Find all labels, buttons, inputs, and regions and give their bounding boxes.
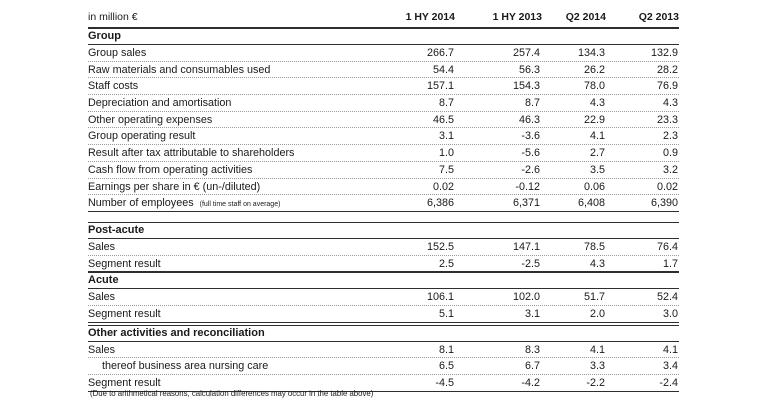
section-title-post-acute: Post-acute bbox=[88, 222, 679, 239]
cell-value: -2.2 bbox=[586, 377, 605, 389]
table-row bbox=[88, 62, 679, 79]
cell-value: 3.2 bbox=[662, 163, 678, 176]
cell-value: 266.7 bbox=[426, 47, 454, 59]
section-group-rows bbox=[88, 45, 679, 212]
section-other-activities-rows bbox=[88, 342, 679, 392]
cell-value: 8.3 bbox=[524, 343, 540, 356]
cell-value: 134.3 bbox=[577, 47, 605, 59]
table-row bbox=[88, 128, 679, 145]
table-row bbox=[88, 45, 679, 62]
cell-value: 6.7 bbox=[524, 360, 540, 373]
table-row bbox=[88, 342, 679, 359]
cell-value: 3.0 bbox=[662, 307, 678, 320]
row-label: Sales bbox=[88, 240, 116, 253]
cell-value: 1.0 bbox=[438, 147, 454, 160]
cell-value: 8.7 bbox=[524, 97, 540, 110]
table-row bbox=[88, 112, 679, 129]
cell-value: 6,371 bbox=[512, 197, 540, 210]
cell-value: 1.7 bbox=[662, 257, 678, 270]
cell-value: 0.02 bbox=[656, 180, 678, 193]
cell-value: 28.2 bbox=[656, 63, 678, 76]
cell-value: 56.3 bbox=[518, 63, 540, 76]
column-header-q2-2013: Q2 2013 bbox=[638, 11, 679, 23]
row-label: Sales bbox=[88, 291, 116, 304]
cell-value: 4.1 bbox=[589, 130, 605, 143]
row-label: Other operating expenses bbox=[88, 113, 213, 126]
column-header-1hy-2014: 1 HY 2014 bbox=[405, 11, 455, 23]
table-row bbox=[88, 306, 679, 323]
cell-value: 22.9 bbox=[583, 113, 605, 126]
section-title-other-activities: Other activities and reconciliation bbox=[88, 325, 679, 342]
row-label: Staff costs bbox=[88, 80, 139, 93]
table-row bbox=[88, 162, 679, 179]
cell-value: 3.1 bbox=[524, 307, 540, 320]
section-title-acute: Acute bbox=[88, 272, 679, 289]
column-header-1hy-2013: 1 HY 2013 bbox=[492, 11, 542, 23]
cell-value: 102.0 bbox=[512, 291, 540, 304]
cell-value: 6.5 bbox=[438, 360, 454, 373]
cell-value: 4.1 bbox=[589, 343, 605, 356]
cell-value: 7.5 bbox=[438, 163, 454, 176]
row-label: Group sales bbox=[88, 47, 147, 59]
row-label: Segment result bbox=[88, 377, 161, 389]
table-header bbox=[88, 10, 679, 28]
row-label: Result after tax attributable to shareholders bbox=[88, 147, 295, 160]
table-row bbox=[88, 256, 679, 273]
unit-label: in million € bbox=[88, 11, 138, 23]
cell-value: 2.5 bbox=[438, 257, 454, 270]
cell-value: 4.1 bbox=[662, 343, 678, 356]
table-row bbox=[88, 78, 679, 95]
cell-value: -2.4 bbox=[659, 377, 678, 389]
cell-value: 6,386 bbox=[426, 197, 454, 210]
cell-value: 0.02 bbox=[432, 180, 454, 193]
cell-value: -5.6 bbox=[521, 147, 540, 160]
cell-value: 2.0 bbox=[589, 307, 605, 320]
cell-value: 4.3 bbox=[589, 257, 605, 270]
cell-value: -4.5 bbox=[435, 377, 454, 389]
table-row bbox=[88, 195, 679, 212]
table-row bbox=[88, 289, 679, 306]
section-gap bbox=[88, 212, 679, 222]
cell-value: 2.7 bbox=[589, 147, 605, 160]
cell-value: 54.4 bbox=[432, 63, 454, 76]
financial-table bbox=[88, 10, 679, 392]
cell-value: 8.7 bbox=[438, 97, 454, 110]
cell-value: 6,390 bbox=[650, 197, 678, 210]
cell-value: 3.5 bbox=[589, 163, 605, 176]
cell-value: 157.1 bbox=[426, 80, 454, 93]
cell-value: 76.4 bbox=[656, 240, 678, 253]
cell-value: 6,408 bbox=[577, 197, 605, 210]
cell-value: 76.9 bbox=[656, 80, 678, 93]
cell-value: -2.5 bbox=[521, 257, 540, 270]
cell-value: 3.4 bbox=[662, 360, 678, 373]
table-row bbox=[88, 239, 679, 256]
cell-value: 8.1 bbox=[438, 343, 454, 356]
cell-value: -0.12 bbox=[515, 180, 540, 193]
row-label: Earnings per share in € (un-/diluted) bbox=[88, 180, 261, 193]
row-label: Segment result bbox=[88, 257, 161, 270]
table-footnote: (Due to arithmetical reasons, calculation differences may occur in the table above) bbox=[90, 389, 374, 398]
cell-value: 154.3 bbox=[512, 80, 540, 93]
cell-value: 3.1 bbox=[438, 130, 454, 143]
section-acute-rows bbox=[88, 289, 679, 322]
table-row bbox=[88, 358, 679, 375]
cell-value: 106.1 bbox=[426, 291, 454, 304]
cell-value: 4.3 bbox=[662, 97, 678, 110]
row-label: Sales bbox=[88, 343, 116, 356]
cell-value: 51.7 bbox=[583, 291, 605, 304]
row-label: Segment result bbox=[88, 307, 161, 320]
cell-value: 5.1 bbox=[438, 307, 454, 320]
cell-value: 4.3 bbox=[589, 97, 605, 110]
table-row bbox=[88, 95, 679, 112]
cell-value: 2.3 bbox=[662, 130, 678, 143]
table-row bbox=[88, 179, 679, 196]
cell-value: 26.2 bbox=[583, 63, 605, 76]
cell-value: 23.3 bbox=[656, 113, 678, 126]
row-label: Cash flow from operating activities bbox=[88, 163, 253, 176]
cell-value: 46.3 bbox=[518, 113, 540, 126]
column-header-q2-2014: Q2 2014 bbox=[565, 11, 606, 23]
cell-value: 78.5 bbox=[583, 240, 605, 253]
row-note: (full time staff on average) bbox=[199, 201, 281, 209]
row-label bbox=[88, 196, 280, 212]
cell-value: 147.1 bbox=[512, 240, 540, 253]
cell-value: -4.2 bbox=[521, 377, 540, 389]
section-title-group: Group bbox=[88, 28, 679, 45]
row-label: Depreciation and amortisation bbox=[88, 97, 232, 110]
cell-value: 0.9 bbox=[662, 147, 678, 160]
row-label: thereof business area nursing care bbox=[102, 360, 269, 373]
section-post-acute-rows bbox=[88, 239, 679, 272]
cell-value: 78.0 bbox=[583, 80, 605, 93]
cell-value: -2.6 bbox=[521, 163, 540, 176]
cell-value: -3.6 bbox=[521, 130, 540, 143]
table-row bbox=[88, 145, 679, 162]
cell-value: 46.5 bbox=[432, 113, 454, 126]
cell-value: 3.3 bbox=[589, 360, 605, 373]
cell-value: 132.9 bbox=[650, 47, 678, 59]
row-label-text: Number of employees bbox=[88, 197, 194, 210]
cell-value: 152.5 bbox=[426, 240, 454, 253]
row-label: Group operating result bbox=[88, 130, 196, 143]
row-label: Raw materials and consumables used bbox=[88, 63, 271, 76]
cell-value: 52.4 bbox=[656, 291, 678, 304]
cell-value: 0.06 bbox=[583, 180, 605, 193]
cell-value: 257.4 bbox=[512, 47, 540, 59]
